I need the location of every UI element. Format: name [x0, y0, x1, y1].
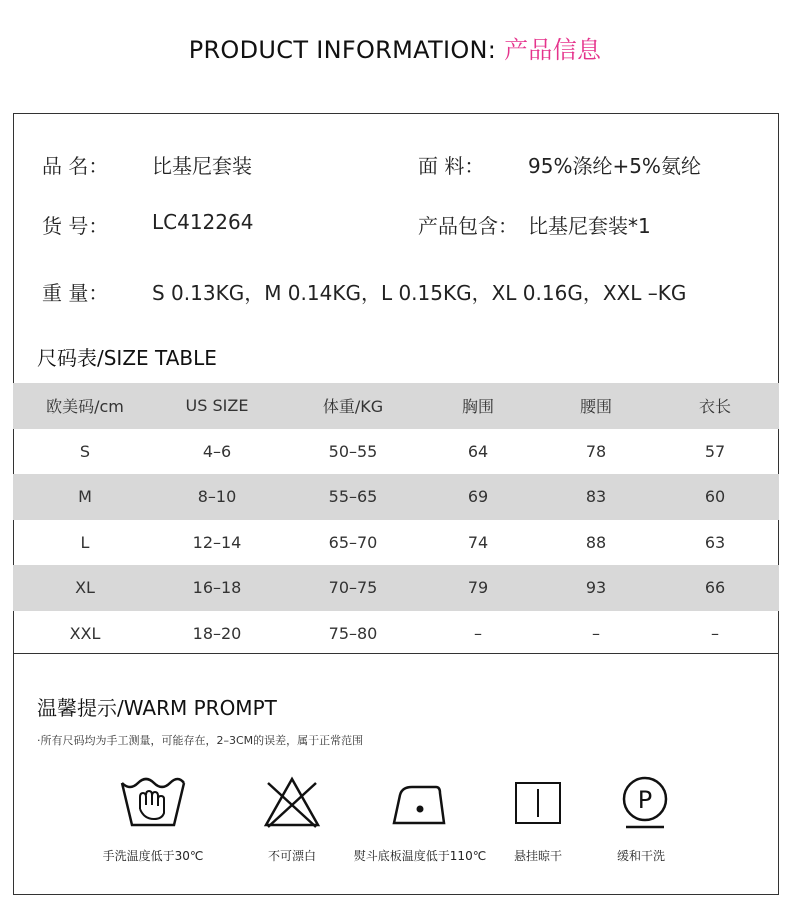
table-cell: XXL: [69, 623, 101, 643]
table-cell: 16–18: [192, 578, 242, 598]
table-row: [13, 474, 779, 520]
table-cell: 50–55: [328, 441, 378, 461]
table-header-cell: US SIZE: [185, 396, 249, 416]
name-label: 品 名：: [42, 154, 109, 178]
gentle-dry-clean-label: 缓和干洗: [616, 849, 665, 863]
table-cell: 78: [585, 441, 607, 461]
table-cell: M: [78, 487, 92, 507]
table-cell: L: [80, 532, 90, 552]
table-row: [13, 429, 779, 475]
table-row: [13, 565, 779, 611]
table-header-row: [13, 383, 779, 429]
table-cell: 69: [467, 487, 489, 507]
contents-label: 产品包含：: [418, 214, 518, 238]
table-cell: 70–75: [328, 578, 378, 598]
table-cell: –: [592, 623, 600, 643]
no-bleach-icon: [262, 775, 322, 835]
table-cell: 83: [585, 487, 607, 507]
table-cell: S: [79, 441, 91, 461]
table-cell: 79: [467, 578, 489, 598]
weight-label: 重 量：: [42, 281, 109, 305]
table-header-cell: 体重/KG: [322, 397, 384, 417]
table-cell: 55–65: [328, 487, 378, 507]
table-row: [13, 520, 779, 566]
table-cell: 74: [467, 532, 489, 552]
warm-prompt-title: 温馨提示/WARM PROMPT: [37, 696, 277, 720]
table-cell: 63: [704, 532, 726, 552]
table-cell: 64: [467, 441, 489, 461]
size-table: [13, 383, 779, 656]
table-header-cell: 欧美码/cm: [46, 397, 124, 417]
no-bleach-label: 不可漂白: [267, 849, 316, 863]
table-cell: –: [474, 623, 482, 643]
fabric-label: 面 料：: [418, 154, 485, 178]
table-header-cell: 衣长: [698, 397, 731, 417]
table-cell: 65–70: [328, 532, 378, 552]
size-table-title: 尺码表/SIZE TABLE: [37, 346, 217, 370]
table-row: [13, 611, 779, 657]
line-dry-label: 悬挂晾干: [513, 849, 562, 863]
sku-value: LC412264: [152, 210, 254, 234]
iron-low-label: 熨斗底板温度低于110℃: [353, 849, 487, 863]
table-cell: XL: [75, 578, 95, 598]
table-cell: 12–14: [192, 532, 242, 552]
table-cell: 8–10: [197, 487, 237, 507]
table-cell: 57: [704, 441, 726, 461]
table-cell: 4–6: [202, 441, 232, 461]
title-zh: 产品信息: [504, 36, 602, 64]
table-cell: –: [711, 623, 719, 643]
gentle-dry-clean-icon: [620, 775, 670, 835]
table-cell: 66: [704, 578, 726, 598]
hand-wash-label: 手洗温度低于30℃: [102, 849, 204, 863]
table-cell: 60: [704, 487, 726, 507]
line-dry-icon: [514, 775, 562, 831]
sku-label: 货 号：: [42, 214, 109, 238]
table-cell: 18–20: [192, 623, 242, 643]
fabric-value: 95%涤纶+5%氨纶: [528, 154, 701, 178]
iron-low-icon: [388, 775, 450, 835]
name-value: 比基尼套装: [152, 154, 252, 178]
table-cell: 93: [585, 578, 607, 598]
table-cell: 75–80: [328, 623, 378, 643]
svg-text:P: P: [637, 786, 653, 814]
weight-value: S 0.13KG，M 0.14KG，L 0.15KG，XL 0.16G，XXL –KG: [152, 281, 687, 305]
hand-wash-icon: [118, 775, 188, 835]
measurement-note: ·所有尺码均为手工测量，可能存在，2–3CM的误差，属于正常范围: [37, 734, 364, 747]
table-header-cell: 胸围: [461, 397, 494, 417]
table-cell: 88: [585, 532, 607, 552]
contents-value: 比基尼套装*1: [528, 214, 651, 238]
table-header-cell: 腰围: [579, 397, 612, 417]
page-title: [0, 30, 790, 65]
title-en: PRODUCT INFORMATION:: [188, 36, 505, 64]
